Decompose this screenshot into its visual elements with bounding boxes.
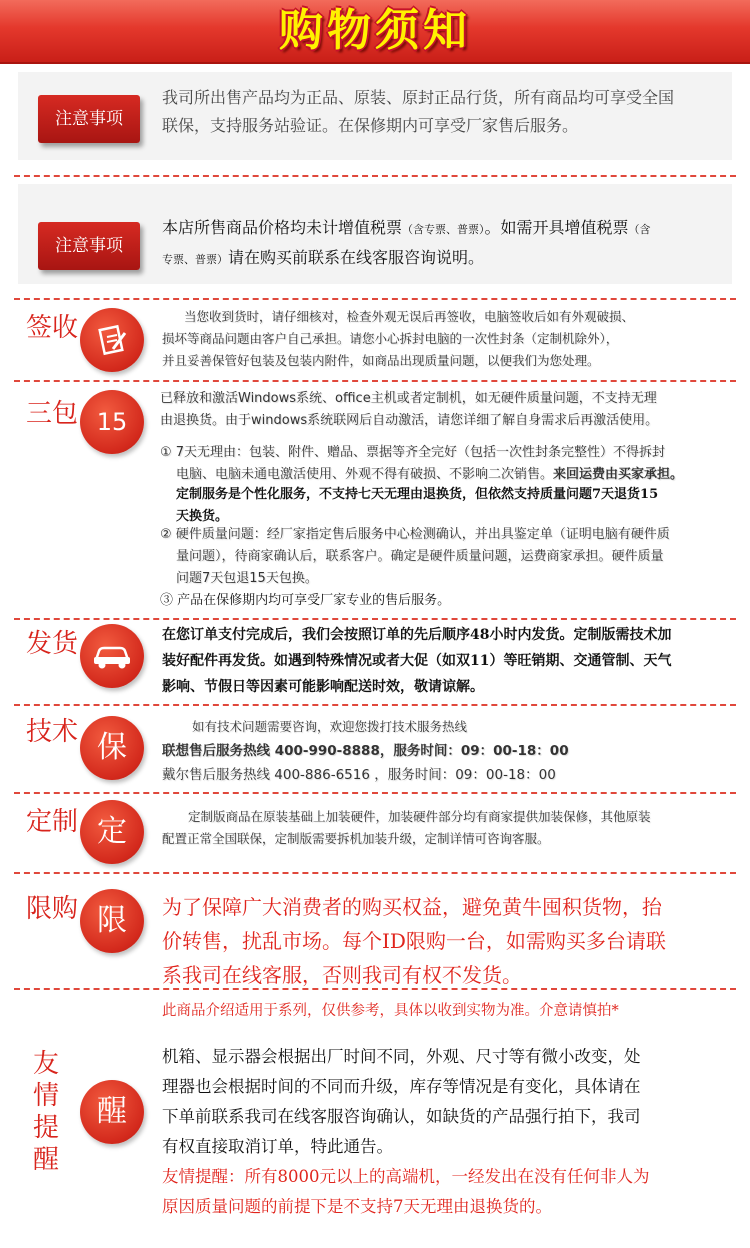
limit-icon: 限	[80, 889, 144, 953]
remind-warning: 友情提醒：所有8000元以上的高端机，一经发出在没有任何非人为 原因质量问题的前提下是不支持7天无理由退换货的。	[162, 1167, 650, 1216]
car-shape-icon	[92, 642, 132, 670]
section-label-sanbao: 三包	[26, 399, 79, 429]
fifteen-days-icon: 15	[80, 390, 144, 454]
sanbao-item1: ① 7天无理由：包装、附件、赠品、票据等齐全完好（包括一次性封条完整性）不得拆封 电脑、电脑未通电激活使用、外观不得有破损、不影响二次销售。来回运费由买家承担。	[160, 445, 684, 482]
tech-hotline-dell: 戴尔售后服务热线 400-886-6516 ，服务时间：09：00-18：00	[162, 767, 556, 783]
document-icon	[95, 323, 129, 357]
tech-intro: 如有技术问题需要咨询，欢迎您拨打技术服务热线	[192, 719, 468, 734]
warranty-icon: 保	[80, 716, 144, 780]
section-label-sign: 签收	[26, 313, 79, 343]
divider	[14, 618, 736, 620]
custom-text: 定制版商品在原装基础上加装硬件，加装硬件部分均有商家提供加装保修，其他原装 配置正常全国联保，定制版需要拆机加装升级，定制详情可咨询客服。	[162, 809, 651, 846]
header-banner	[0, 0, 750, 64]
section-label-limit: 限购	[26, 894, 79, 924]
section-label-tech: 技术	[26, 717, 79, 747]
divider	[14, 175, 736, 177]
sign-document-icon	[80, 308, 144, 372]
sanbao-item3: ③ 产品在保修期内均可享受厂家专业的售后服务。	[160, 593, 451, 608]
divider	[14, 380, 736, 382]
divider	[14, 872, 736, 874]
remind-icon: 醒	[80, 1080, 144, 1144]
section-label-remind: 友情提醒	[32, 1049, 59, 1175]
divider	[14, 298, 736, 300]
sanbao-intro: 已释放和激活Windows系统、office主机或者定制机，如无硬件质量问题，不支持无理 由退换货。由于windows系统联网后自动激活，请您详细了解自身需求后再激活使用。	[160, 391, 659, 428]
section-label-custom: 定制	[26, 807, 79, 837]
remind-text: 机箱、显示器会根据出厂时间不同，外观、尺寸等有微小改变，处 理器也会根据时间的不同而升级，库存等情况是有变化，具体请在 下单前联系我司在线客服咨询确认，如缺货的产品强行拍下，我司 有权直接取消订单，特此通告。	[162, 1047, 641, 1156]
section-label-ship: 发货	[26, 629, 79, 659]
page-title: 购物须知	[279, 5, 471, 56]
divider	[14, 988, 736, 990]
custom-icon: 定	[80, 800, 144, 864]
divider	[14, 792, 736, 794]
sanbao-item1-custom: 定制服务是个性化服务，不支持七天无理由退换货，但依然支持质量问题7天退货15 天换货。	[176, 487, 659, 524]
sanbao-item2: ② 硬件质量问题：经厂家指定售后服务中心检测确认，并出具鉴定单（证明电脑有硬件质 量问题），待商家确认后，联系客户。确定是硬件质量问题，运费商家承担。硬件质量 问题7天包退15天包换。	[160, 527, 670, 586]
notice-text-2: 本店所售商品价格均未计增值税票（含专票、普票）。如需开具增值税票（含 专票、普票）请在购买前联系在线客服咨询说明。	[162, 218, 651, 267]
car-icon	[80, 624, 144, 688]
sign-text: 当您收到货时，请仔细核对，检查外观无误后再签收，电脑签收后如有外观破损、 损坏等商品问题由客户自己承担。请您小心拆封电脑的一次性封条（定制机除外）， 并且妥善保管好包装及包装内附件，如商品出现质量问题，以便我们为您处理。	[162, 309, 635, 368]
ship-text: 在您订单支付完成后，我们会按照订单的先后顺序48小时内发货。定制版需技术加 装好配件再发货。如遇到特殊情况或者大促（如双11）等旺销期、交通管制、天气 影响、节假日等因素可能影响配送时效，敬请谅解。	[162, 627, 672, 695]
tech-hotline-lenovo: 联想售后服务热线 400-990-8888，服务时间：09：00-18：00	[162, 743, 569, 759]
notice-text-1: 我司所出售产品均为正品、原装、原封正品行货，所有商品均可享受全国 联保，支持服务站验证。在保修期内可享受厂家售后服务。	[162, 88, 675, 135]
remind-note: 此商品介绍适用于系列，仅供参考，具体以收到实物为准。介意请慎拍*	[162, 1003, 619, 1019]
limit-text: 为了保障广大消费者的购买权益，避免黄牛囤积货物，抬 价转售，扰乱市场。每个ID限购一台，如需购买多台请联 系我司在线客服，否则我司有权不发货。	[162, 895, 666, 987]
notice-badge-1: 注意事项	[38, 95, 140, 143]
divider	[14, 704, 736, 706]
notice-badge-2: 注意事项	[38, 222, 140, 270]
